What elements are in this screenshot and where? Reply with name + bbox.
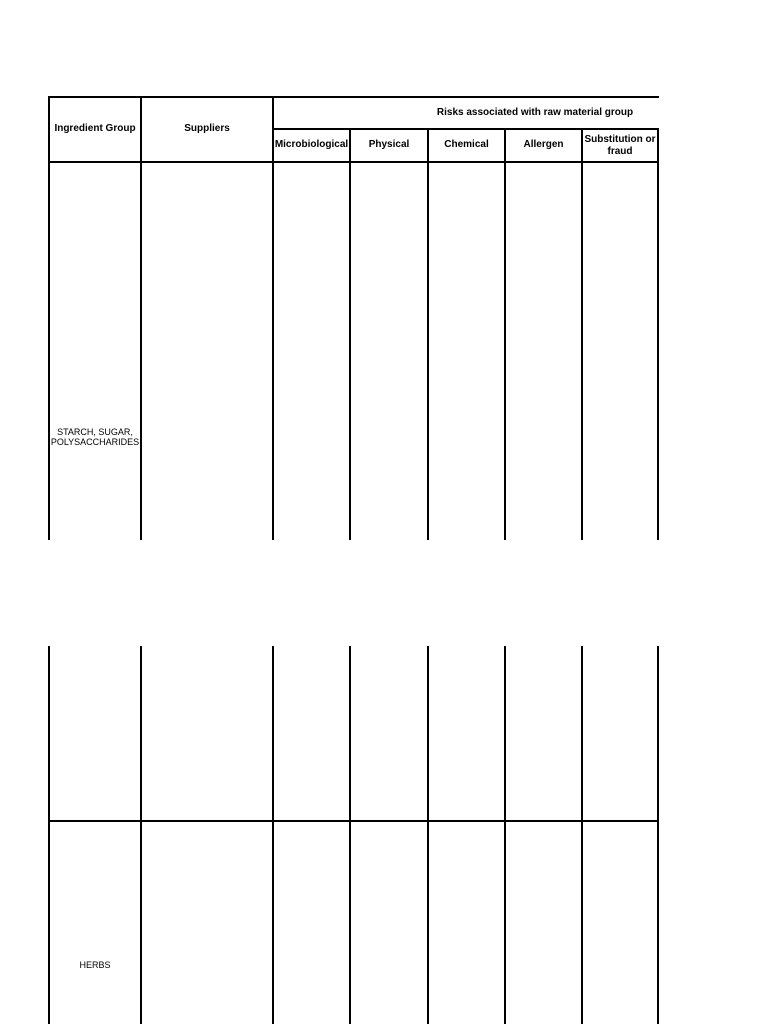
ingredient-group-starch-sugar-polysaccharides bbox=[50, 427, 140, 448]
header-microbiological: Microbiological bbox=[274, 139, 349, 150]
header-suppliers: Suppliers bbox=[184, 123, 230, 134]
ingredient-group-herbs: HERBS bbox=[79, 960, 111, 970]
table-border-right-continued bbox=[657, 646, 659, 1024]
column-divider-physical bbox=[349, 128, 351, 540]
column-divider-suppliers-continued bbox=[140, 646, 142, 1024]
header-substitution-or-fraud bbox=[583, 134, 657, 157]
table-border-right bbox=[657, 128, 659, 540]
header-chemical: Chemical bbox=[444, 139, 489, 150]
column-divider-allergen-continued bbox=[504, 646, 506, 1024]
header-substitution-line2: fraud bbox=[607, 145, 633, 157]
column-divider-allergen bbox=[504, 128, 506, 540]
column-divider-chemical-continued bbox=[427, 646, 429, 1024]
header-allergen: Allergen bbox=[523, 139, 564, 150]
column-divider-substitution-continued bbox=[581, 646, 583, 1024]
header-physical: Physical bbox=[368, 139, 410, 150]
risk-subheader-divider bbox=[272, 128, 659, 130]
column-divider-risks-continued bbox=[272, 646, 274, 1024]
header-ingredient-group: Ingredient Group bbox=[54, 123, 136, 134]
table-border-top bbox=[48, 96, 659, 98]
header-bottom-border bbox=[48, 161, 659, 163]
column-divider-substitution bbox=[581, 128, 583, 540]
header-risks-title: Risks associated with raw material group bbox=[436, 107, 634, 118]
header-substitution-line1: Substitution or bbox=[584, 134, 656, 145]
row-starch-line1: STARCH, SUGAR, bbox=[57, 427, 133, 437]
row-starch-line2: POLYSACCHARIDES bbox=[50, 437, 140, 448]
row-divider-herbs bbox=[48, 820, 659, 822]
column-divider-chemical bbox=[427, 128, 429, 540]
column-divider-physical-continued bbox=[349, 646, 351, 1024]
